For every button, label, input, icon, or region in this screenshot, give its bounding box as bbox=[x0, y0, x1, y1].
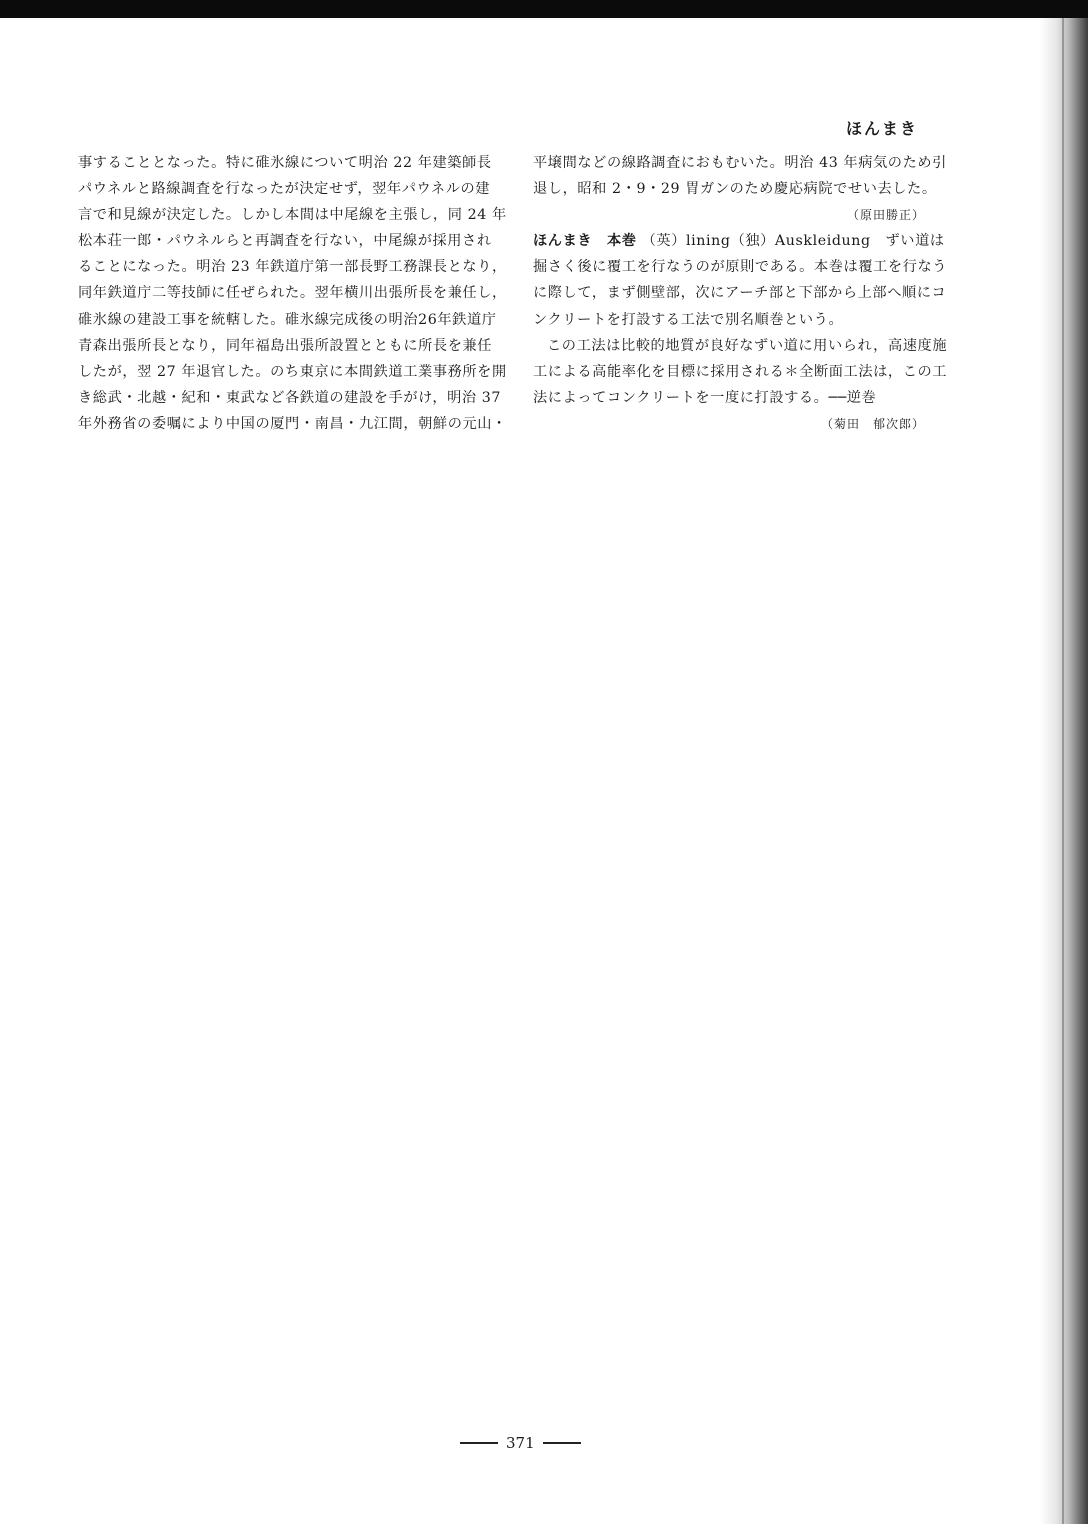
scan-top-border bbox=[0, 0, 1088, 18]
text-line: 言で和見線が決定した。しかし本間は中尾線を主張し，同 24 年 bbox=[78, 207, 507, 224]
entry-translations: （英）lining（独）Auskleidung ずい道は bbox=[641, 233, 945, 250]
text-line: き総武・北越・紀和・東武など各鉄道の建設を手がけ，明治 37 bbox=[78, 389, 502, 406]
author-credit: （菊田 郁次郎） bbox=[820, 416, 925, 431]
text-line: 事することとなった。特に碓氷線について明治 22 年建築師長 bbox=[78, 155, 492, 171]
scan-binding-edge bbox=[1040, 18, 1088, 1524]
text-line: 年外務省の委嘱により中国の厦門・南昌・九江間，朝鮮の元山・ bbox=[78, 415, 507, 432]
text-line: この工法は比較的地質が良好なずい道に用いられ，高速度施 bbox=[547, 337, 948, 354]
text-line: 碓氷線の建設工事を統轄した。碓氷線完成後の明治26年鉄道庁 bbox=[78, 311, 497, 328]
page-number bbox=[460, 1434, 581, 1452]
text-line: 平壌間などの線路調査におもむいた。明治 43 年病気のため引 bbox=[533, 155, 947, 171]
text-line: パウネルと路線調査を行なったが決定せず，翌年パウネルの建 bbox=[78, 181, 491, 198]
entry-first-line bbox=[533, 228, 943, 254]
left-column bbox=[78, 150, 507, 437]
page-number-text: 371 bbox=[506, 1434, 535, 1452]
text-line: ンクリートを打設する工法で別名順巻という。 bbox=[533, 311, 844, 328]
page-number-dash bbox=[460, 1442, 498, 1444]
text-line: 同年鉄道庁二等技師に任ぜられた。翌年横川出張所長を兼任し， bbox=[78, 285, 507, 302]
text-line: に際して，まず側壁部，次にアーチ部と下部から上部へ順にコ bbox=[533, 285, 947, 302]
text-line: 青森出張所長となり，同年福島出張所設置とともに所長を兼任 bbox=[78, 337, 493, 354]
text-line: 松本荘一郎・パウネルらと再調査を行ない，中尾線が採用され bbox=[78, 233, 492, 250]
text-line: 工による高能率化を目標に採用される＊全断面工法は，この工 bbox=[533, 363, 948, 380]
text-line: 退し，昭和 2・9・29 胃ガンのため慶応病院でせい去した。 bbox=[533, 181, 937, 198]
text-line: したが，翌 27 年退官した。のち東京に本間鉄道工業事務所を開 bbox=[78, 363, 507, 380]
entry-headword: ほんまき 本巻 bbox=[533, 233, 637, 250]
running-head: ほんまき bbox=[846, 119, 919, 138]
page-number-dash bbox=[543, 1442, 581, 1444]
author-credit: （原田勝正） bbox=[846, 208, 925, 223]
text-line: 法によってコンクリートを一度に打設する。──逆巻 bbox=[533, 389, 877, 406]
text-line: ることになった。明治 23 年鉄道庁第一部長野工務課長となり， bbox=[78, 259, 507, 276]
text-line: 掘さく後に覆工を行なうのが原則である。本巻は覆工を行なう bbox=[533, 259, 948, 276]
right-column bbox=[533, 150, 948, 437]
